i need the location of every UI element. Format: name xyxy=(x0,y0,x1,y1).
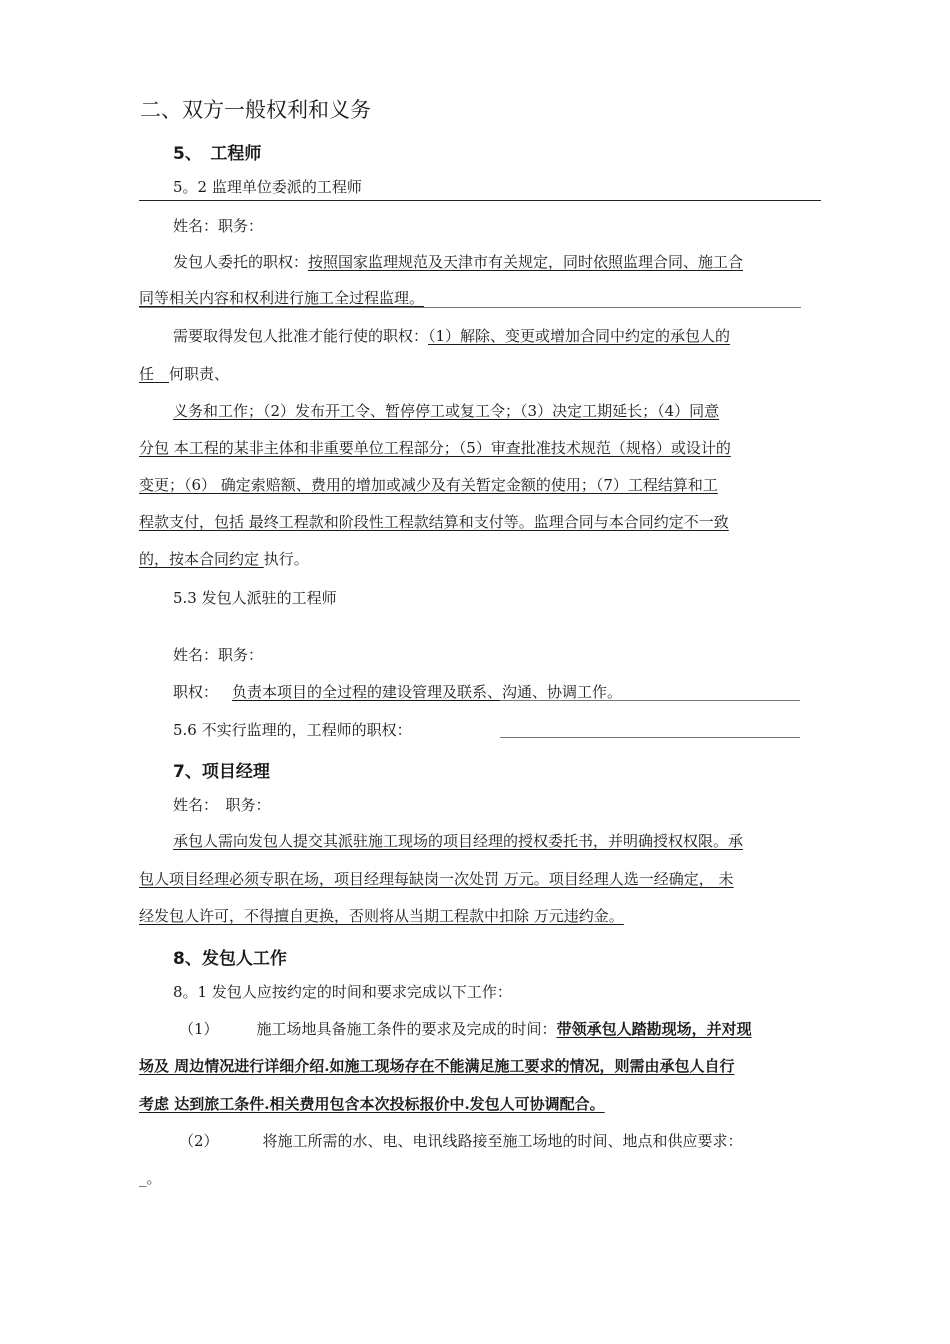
heading-employer-work: 8、发包人工作 xyxy=(173,949,287,969)
authority-5-3 xyxy=(173,682,622,702)
item-1-line-1 xyxy=(139,1019,821,1039)
approval-text-2b: 何职责、 xyxy=(169,365,230,383)
approval-text-4: 分包 本工程的某非主体和非重要单位工程部分；（5）审查批准技术规范（规格）或设计的 xyxy=(139,439,731,457)
approval-line-5 xyxy=(139,475,821,495)
pm-line-3 xyxy=(139,906,821,926)
authority-5-3-text: 负责本项目的全过程的建设管理及联系、沟通、协调工作。 xyxy=(232,683,623,701)
approval-text-6: 程款支付，包括 最终工程款和阶段性工程款结算和支付等。监理合同与本合同约定不一致 xyxy=(139,513,729,531)
clause-5-2-title: 5。2 监理单位委派的工程师 xyxy=(173,178,362,196)
authority-label: 发包人委托的职权： xyxy=(173,253,309,271)
approval-text-1: （1）解除、变更或增加合同中约定的承包人的 xyxy=(428,327,731,345)
rule-line xyxy=(500,700,800,701)
rule-line xyxy=(139,200,821,201)
approval-line-2 xyxy=(139,364,821,384)
item-1-text-3: 考虑 达到旅工条件.相关费用包含本次投标报价中.发包人可协调配合。 xyxy=(139,1095,605,1113)
item-2-line-1 xyxy=(139,1131,821,1151)
item-2-tail: _。 xyxy=(139,1169,162,1187)
approval-line-1 xyxy=(139,326,821,346)
authority-5-3-label: 职权： xyxy=(173,683,219,701)
pm-name-position-label: 姓名： 职务： xyxy=(173,796,271,814)
item-1-label: 施工场地具备施工条件的要求及完成的时间： xyxy=(256,1020,557,1038)
approval-text-7b: 执行。 xyxy=(263,550,309,568)
authority-line-1 xyxy=(139,252,821,272)
item-1-number: （1） xyxy=(179,1020,219,1038)
approval-text-7a: 的，按本合同约定 xyxy=(139,550,260,568)
authority-text-1: 按照国家监理规范及天津市有关规定，同时依照监理合同、施工合 xyxy=(308,253,744,271)
section-title: 二、双方一般权利和义务 xyxy=(140,98,371,122)
approval-label: 需要取得发包人批准才能行使的职权： xyxy=(173,327,429,345)
authority-text-2: 同等相关内容和权利进行施工全过程监理。 xyxy=(139,289,425,307)
item-1-line-2 xyxy=(139,1056,821,1076)
heading-project-manager: 7、项目经理 xyxy=(173,762,270,782)
item-1-text-2: 场及 周边情况进行详细介绍.如施工现场存在不能满足施工要求的情况，则需由承包人自行 xyxy=(139,1057,735,1075)
clause-8-1-title: 8。1 发包人应按约定的时间和要求完成以下工作： xyxy=(173,983,512,1001)
approval-text-3: 义务和工作；（2）发布开工令、暂停停工或复工令；（3）决定工期延长；（4）同意 xyxy=(173,402,720,420)
approval-line-3 xyxy=(139,401,821,421)
pm-text-2: 包人项目经理必须专职在场，项目经理每缺岗一次处罚 万元。项目经理人选一经确定， 未 xyxy=(139,870,734,888)
item-1-line-3 xyxy=(139,1094,821,1114)
approval-line-4 xyxy=(139,438,821,458)
item-2-number: （2） xyxy=(179,1132,219,1150)
pm-text-1: 承包人需向发包人提交其派驻施工现场的项目经理的授权委托书，并明确授权权限。承 xyxy=(173,832,744,850)
item-1-text-1: 带领承包人踏勘现场，并对现 xyxy=(556,1020,752,1038)
heading-engineer: 5、 工程师 xyxy=(173,144,262,164)
rule-line xyxy=(139,307,801,308)
name-position-label-5-3: 姓名：职务： xyxy=(173,646,264,664)
approval-text-2a: 任 xyxy=(139,365,155,383)
clause-5-3-title: 5.3 发包人派驻的工程师 xyxy=(173,589,337,607)
pm-text-3: 经发包人许可，不得擅自更换，否则将从当期工程款中扣除 万元违约金。 xyxy=(139,907,624,925)
name-position-label: 姓名：职务： xyxy=(173,217,264,235)
approval-line-7 xyxy=(139,549,821,569)
pm-line-2 xyxy=(139,869,821,889)
authority-line-2 xyxy=(139,288,821,308)
approval-text-5: 变更；（6） 确定索赔额、费用的增加或减少及有关暂定金额的使用；（7）工程结算和工 xyxy=(139,476,718,494)
pm-line-1 xyxy=(139,831,821,851)
approval-line-6 xyxy=(139,512,821,532)
clause-5-6-title: 5.6 不实行监理的，工程师的职权： xyxy=(173,721,412,739)
item-2-text: 将施工所需的水、电、电讯线路接至施工场地的时间、地点和供应要求： xyxy=(262,1132,743,1150)
blank-fill-line xyxy=(500,737,800,738)
